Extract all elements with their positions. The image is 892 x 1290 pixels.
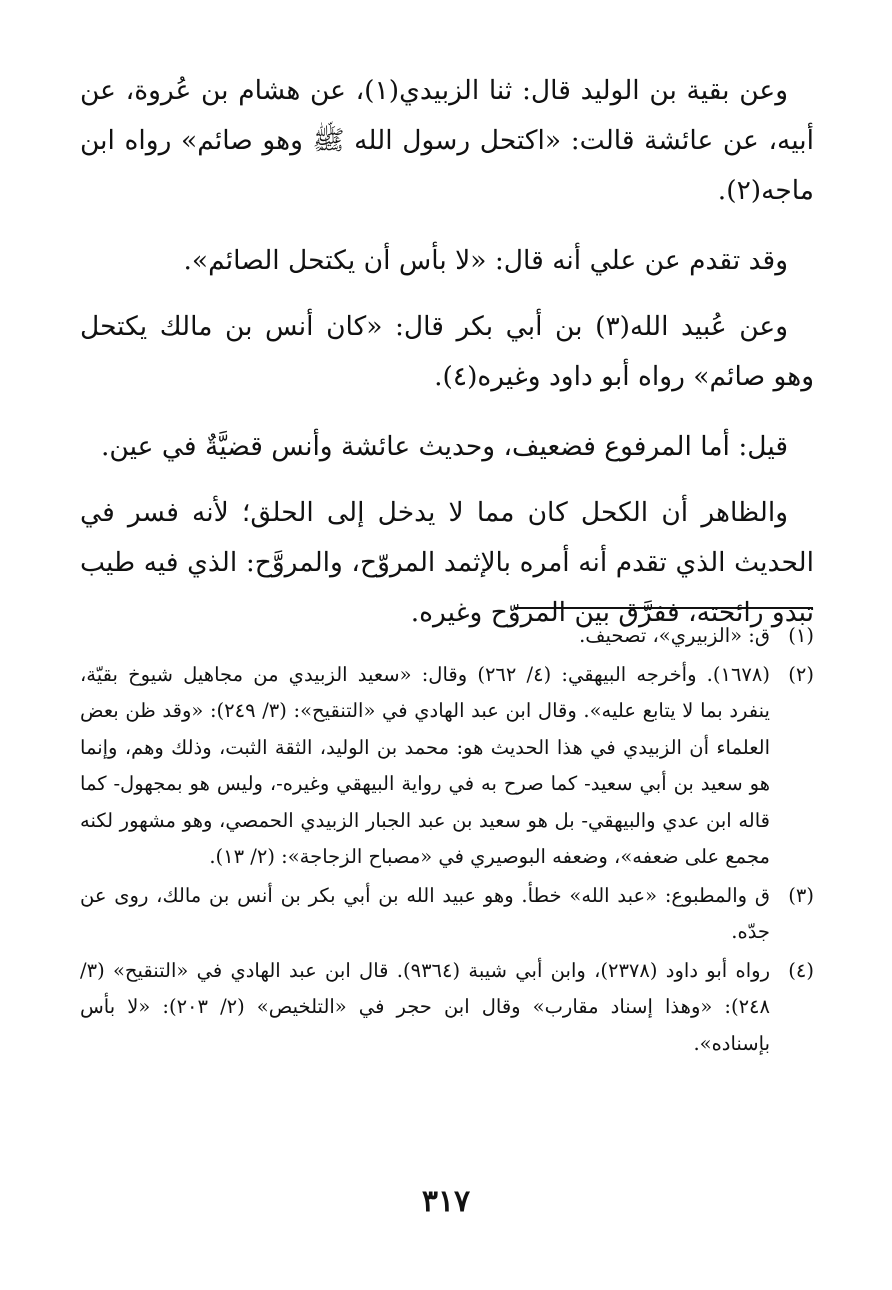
footnote-separator bbox=[515, 607, 813, 609]
footnote-1 bbox=[80, 618, 814, 655]
footnote-number: (٤) bbox=[788, 958, 814, 982]
main-text bbox=[80, 66, 814, 658]
footnotes bbox=[80, 618, 814, 1064]
paragraph-4: قيل: أما المرفوع فضعيف، وحديث عائشة وأنس قضيَّةٌ في عين. bbox=[101, 431, 788, 462]
paragraph-3: وعن عُبيد الله(٣) بن أبي بكر قال: «كان أنس بن مالك يكتحل وهو صائم» رواه أبو داود وغيره(٤). bbox=[80, 311, 814, 392]
footnote-2 bbox=[80, 657, 814, 876]
footnote-text: ق والمطبوع: «عبد الله» خطأ. وهو عبيد الله بن أبي بكر بن أنس بن مالك، روى عن جدّه. bbox=[80, 883, 770, 943]
footnote-number: (١) bbox=[788, 624, 814, 647]
footnote-text: (١٦٧٨). وأخرجه البيهقي: (٤/ ٢٦٢) وقال: «سعيد الزبيدي من مجاهيل شيوخ بقيّة، ينفرد بما لا يتابع عليه». وقال ابن عبد الهادي في «التنقيح»: (٣/ ٢٤٩): «وقد ظن بعض العلماء أن الزبيدي في هذا الحديث هو: محمد بن الوليد، الثقة الثبت، وذلك وهم، وإنما هو سعيد بن أبي سعيد- كما صرح به في رواية البيهقي وغيره-، وليس هو بمجهول- كما قاله ابن عدي والبيهقي- بل هو سعيد بن عبد الجبار الزبيدي الحمصي، وهو مشهور لكنه مجمع على ضعفه»، وضعفه البوصيري في «مصباح الزجاجة»: (٢/ ١٣). bbox=[80, 662, 770, 868]
paragraph-5: والظاهر أن الكحل كان مما لا يدخل إلى الحلق؛ لأنه فسر في الحديث الذي تقدم أنه أمره بالإثمد المروّح، والمروَّح: الذي فيه طيب تبدو رائحته، ففرَّق بين المروّح وغيره. bbox=[80, 497, 814, 628]
footnote-text: ق: «الزبيري»، تصحيف. bbox=[579, 624, 770, 647]
page-number: ٣١٧ bbox=[421, 1184, 471, 1219]
paragraph-1: وعن بقية بن الوليد قال: ثنا الزبيدي(١)، عن هشام بن عُروة، عن أبيه، عن عائشة قالت: «اكتحل رسول الله ﷺ وهو صائم» رواه ابن ماجه(٢). bbox=[80, 75, 814, 206]
footnote-text: رواه أبو داود (٢٣٧٨)، وابن أبي شيبة (٩٣٦٤). قال ابن عبد الهادي في «التنقيح» (٣/ ٢٤٨): «وهذا إسناد مقارب» وقال ابن حجر في «التلخيص» (٢/ ٢٠٣): «لا بأس بإسناده». bbox=[80, 958, 770, 1055]
footnote-number: (٣) bbox=[788, 883, 814, 907]
paragraph-2: وقد تقدم عن علي أنه قال: «لا بأس أن يكتحل الصائم». bbox=[183, 245, 788, 276]
footnote-4 bbox=[80, 953, 814, 1063]
footnote-3 bbox=[80, 878, 814, 951]
footnote-number: (٢) bbox=[788, 662, 814, 686]
